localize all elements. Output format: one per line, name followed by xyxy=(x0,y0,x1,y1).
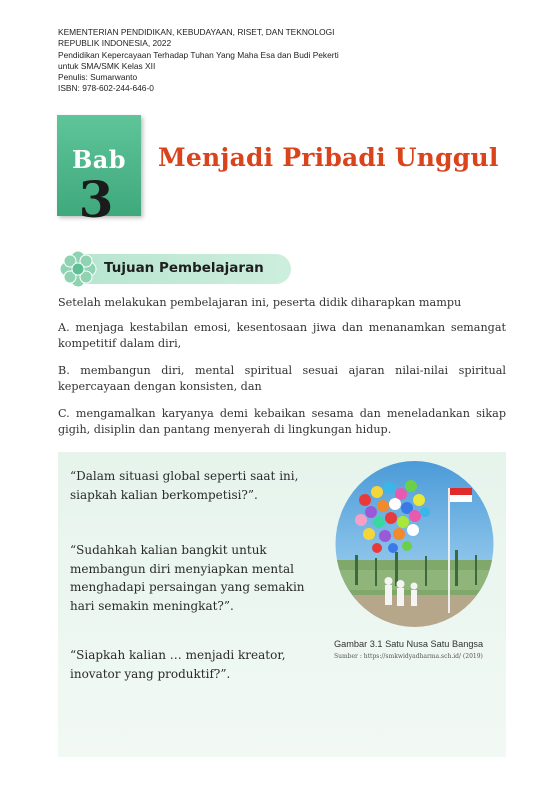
figure-source: Sumber : https://smkwidyadharma.sch.id/ (2019) xyxy=(334,653,483,660)
chapter-title: Menjadi Pribadi Unggul xyxy=(158,143,499,172)
header-republic: REPUBLIK INDONESIA, 2022 xyxy=(58,38,172,49)
quote-line: siapkah kalian berkompetisi?”. xyxy=(70,487,258,502)
reflection-quote-2 xyxy=(70,541,305,615)
quote-line: menghadapi persaingan yang semakin xyxy=(70,580,305,594)
chapter-number: 3 xyxy=(78,170,114,229)
chapter-label: Bab xyxy=(71,145,127,174)
flower-ornament-icon xyxy=(58,249,98,289)
balloons-flag-photo xyxy=(335,460,494,628)
quote-line: “Dalam situasi global seperti saat ini, xyxy=(70,469,299,483)
header-ministry: KEMENTERIAN PENDIDIKAN, KEBUDAYAAN, RISET, DAN TEKNOLOGI xyxy=(58,27,335,37)
reflection-quote-3 xyxy=(70,646,286,683)
figure-caption: Gambar 3.1 Satu Nusa Satu Bangsa xyxy=(334,639,484,649)
objective-item-a: A. menjaga kestabilan emosi, kesentosaan jiwa dan menanamkan semangat kompetitif dalam diri, xyxy=(58,321,506,350)
section-title: Tujuan Pembelajaran xyxy=(104,260,264,276)
objective-item-c: C. mengamalkan karyanya demi kebaikan sesama dan meneladankan sikap gigih, disiplin dan pantang menyerah di lingkungan hidup. xyxy=(58,407,506,436)
quote-line: membangun diri menyiapkan mental xyxy=(70,561,294,576)
quote-line: hari semakin meningkat?”. xyxy=(70,598,234,613)
header-class: untuk SMA/SMK Kelas XII xyxy=(58,60,156,71)
header-author: Penulis: Sumarwanto xyxy=(58,72,138,83)
objective-item-b: B. membangun diri, mental spiritual sesuai ajaran nilai-nilai spiritual kepercayaan dengan konsisten, dan xyxy=(58,364,506,393)
header-isbn: ISBN: 978-602-244-646-0 xyxy=(58,83,154,94)
quote-line: inovator yang produktif?”. xyxy=(70,666,231,681)
quote-line: “Sudahkah kalian bangkit untuk xyxy=(70,543,267,557)
book-header xyxy=(58,27,498,95)
quote-line: “Siapkah kalian … menjadi kreator, xyxy=(70,648,286,662)
objectives-intro: Setelah melakukan pembelajaran ini, peserta didik diharapkan mampu xyxy=(58,296,462,309)
header-book-title: Pendidikan Kepercayaan Terhadap Tuhan Yang Maha Esa dan Budi Pekerti xyxy=(58,49,339,60)
reflection-quote-1 xyxy=(70,467,298,504)
